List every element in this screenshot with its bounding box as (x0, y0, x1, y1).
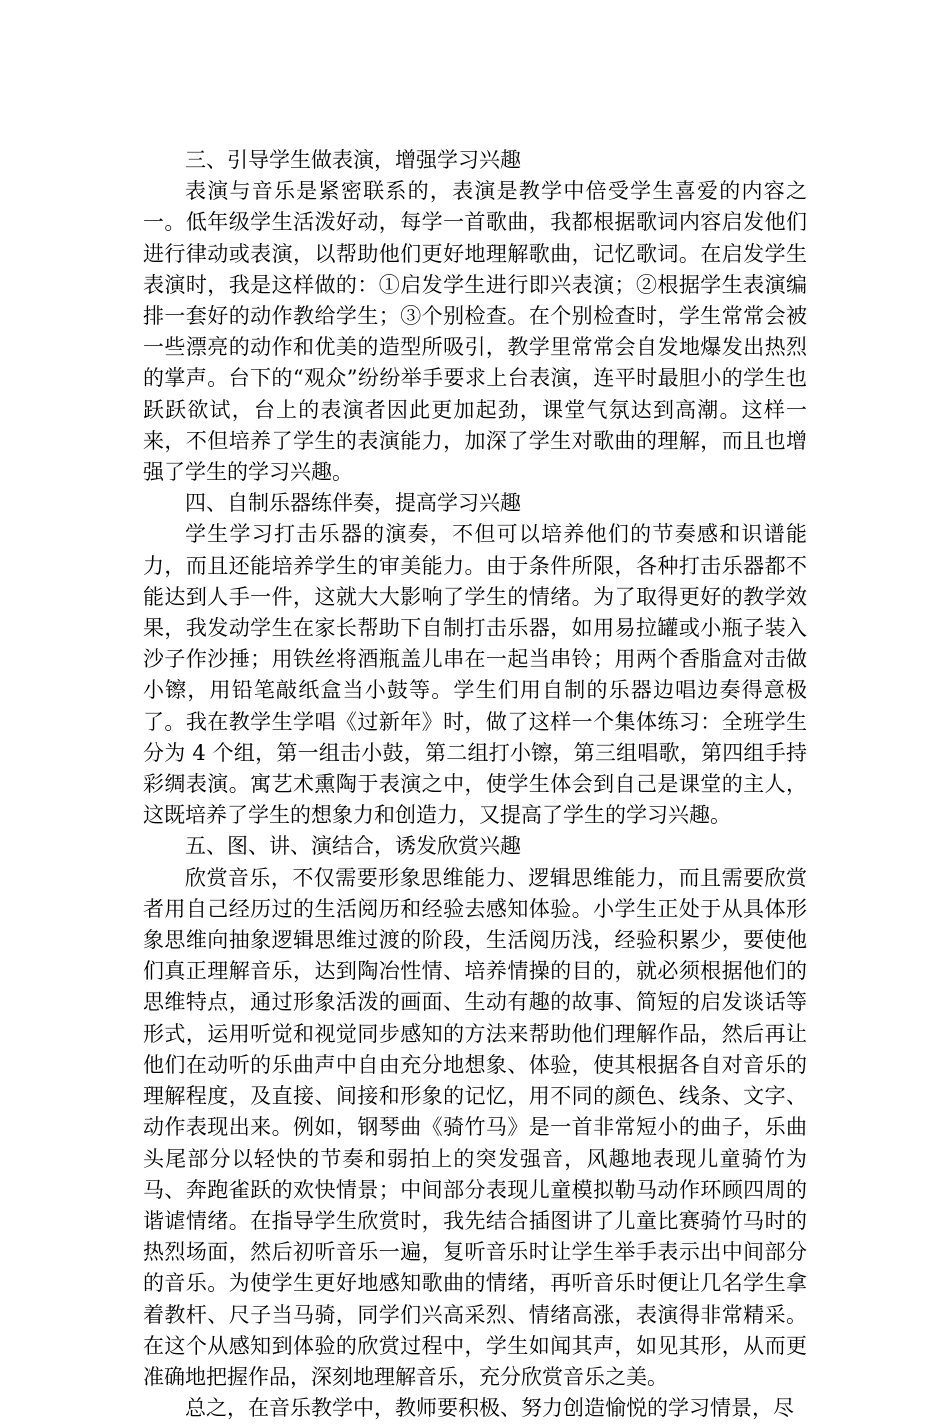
document-body (143, 145, 807, 1424)
section-5-paragraph: 欣赏音乐，不仅需要形象思维能力、逻辑思维能力，而且需要欣赏者用自己经历过的生活阅历和经验去感知体验。小学生正处于从具体形象思维向抽象逻辑思维过渡的阶段，生活阅历浅，经验积累少，要使他们真正理解音乐，达到陶冶性情、培养情操的目的，就必须根据他们的思维特点，通过形象活泼的画面、生动有趣的故事、简短的启发谈话等形式，运用听觉和视觉同步感知的方法来帮助他们理解作品，然后再让他们在动听的乐曲声中自由充分地想象、体验，使其根据各自对音乐的理解程度，及直接、间接和形象的记忆，用不同的颜色、线条、文字、动作表现出来。例如，钢琴曲《骑竹马》是一首非常短小的曲子，乐曲头尾部分以轻快的节奏和弱拍上的突发强音，风趣地表现儿童骑竹为马、奔跑雀跃的欢快情景；中间部分表现儿童模拟勒马动作环顾四周的谐谑情绪。在指导学生欣赏时，我先结合插图讲了儿童比赛骑竹马时的热烈场面，然后初听音乐一遍，复听音乐时让学生举手表示出中间部分的音乐。为使学生更好地感知歌曲的情绪，再听音乐时便让几名学生拿着教杆、尺子当马骑，同学们兴高采烈、情绪高涨，表演得非常精采。在这个从感知到体验的欣赏过程中，学生如闻其声，如见其形，从而更准确地把握作品，深刻地理解音乐，充分欣赏音乐之美。 (143, 865, 807, 1389)
section-heading-5: 五、图、讲、演结合，诱发欣赏兴趣 (185, 834, 521, 859)
section-3-paragraph: 表演与音乐是紧密联系的，表演是教学中倍受学生喜爱的内容之一。低年级学生活泼好动，每学一首歌曲，我都根据歌词内容启发他们进行律动或表演，以帮助他们更好地理解歌曲，记忆歌词。在启发学生表演时，我是这样做的：①启发学生进行即兴表演；②根据学生表演编排一套好的动作教给学生；③个别检查。在个别检查时，学生常常会被一些漂亮的动作和优美的造型所吸引，教学里常常会自发地爆发出热烈的掌声。台下的“观众”纷纷举手要求上台表演，连平时最胆小的学生也跃跃欲试，台上的表演者因此更加起劲，课堂气氛达到高潮。这样一来，不但培养了学生的表演能力，加深了学生对歌曲的理解，而且也增强了学生的学习兴趣。 (143, 179, 807, 485)
conclusion-paragraph: 总之，在音乐教学中，教师要积极、努力创造愉悦的学习情景，尽 (185, 1396, 794, 1421)
section-heading-3: 三、引导学生做表演，增强学习兴趣 (185, 148, 521, 172)
section-heading-4: 四、自制乐器练伴奏，提高学习兴趣 (185, 491, 521, 516)
section-4-paragraph: 学生学习打击乐器的演奏，不但可以培养他们的节奏感和识谱能力，而且还能培养学生的审美能力。由于条件所限，各种打击乐器都不能达到人手一件，这就大大影响了学生的情绪。为了取得更好的教学效果，我发动学生在家长帮助下自制打击乐器，如用易拉罐或小瓶子装入沙子作沙捶；用铁丝将酒瓶盖儿串在一起当串铃；用两个香脂盒对击做小镲，用铅笔敲纸盒当小鼓等。学生们用自制的乐器边唱边奏得意极了。我在教学生学唱《过新年》时，做了这样一个集体练习：全班学生分为 4 个组，第一组击小鼓，第二组打小镲，第三组唱歌，第四组手持彩绸表演。寓艺术熏陶于表演之中，使学生体会到自己是课堂的主人，这既培养了学生的想象力和创造力，又提高了学生的学习兴趣。 (143, 522, 807, 828)
